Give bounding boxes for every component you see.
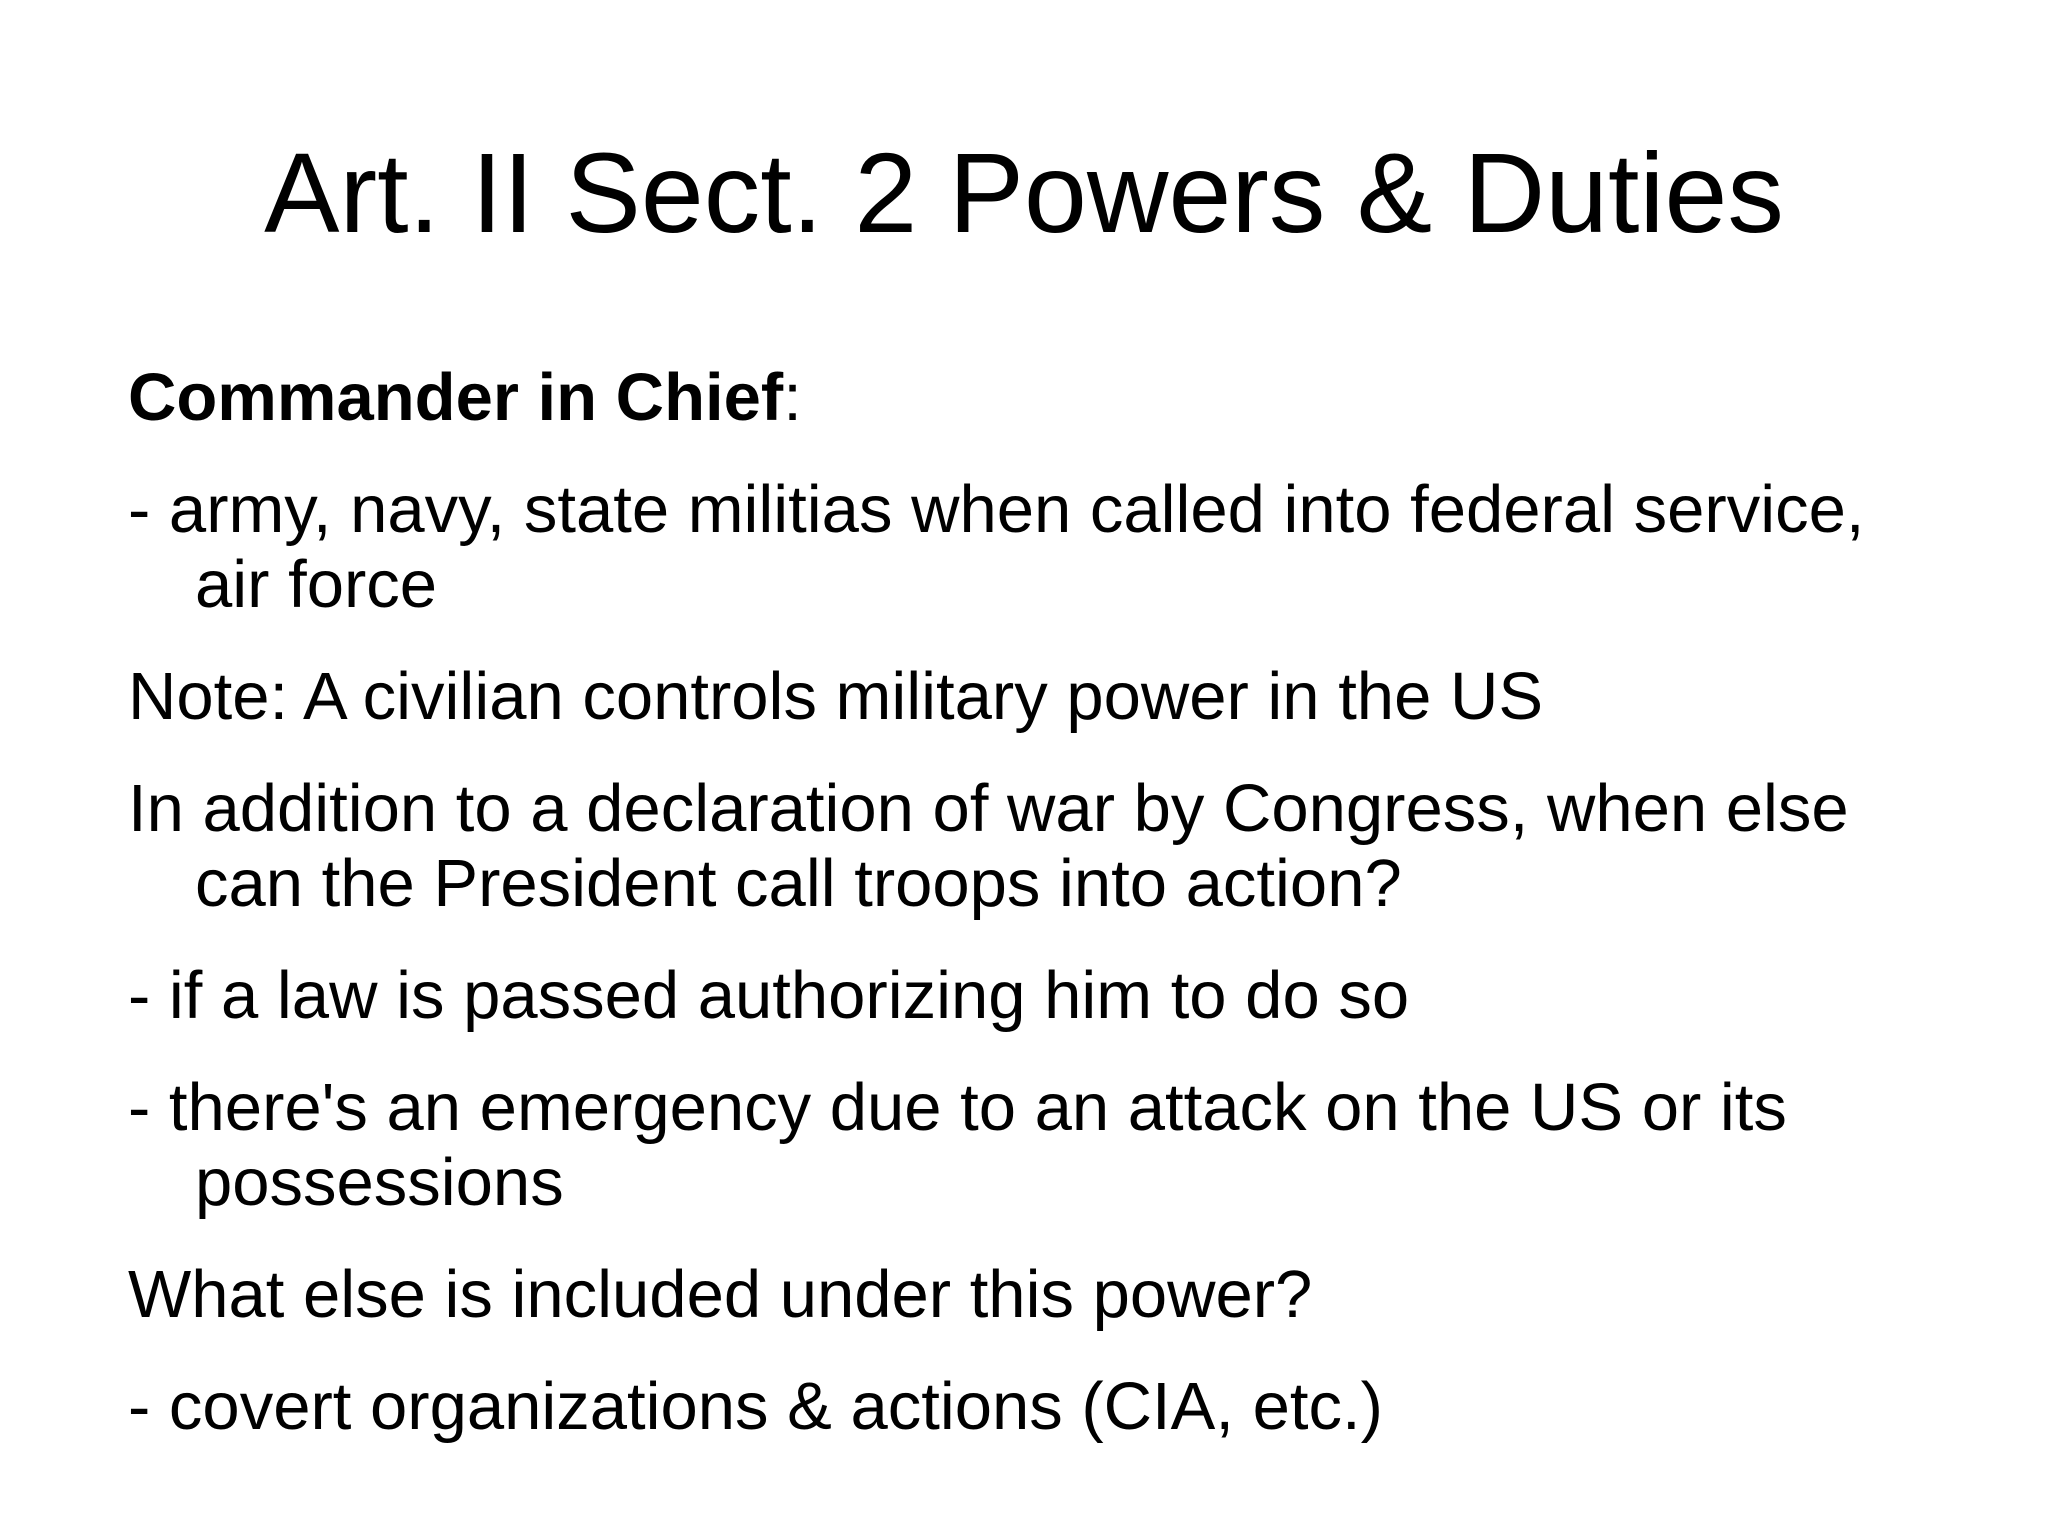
note-civilian-control: Note: A civilian controls military power in the US — [128, 659, 1544, 734]
question-included: What else is included under this power? — [128, 1257, 1313, 1332]
slide-body — [128, 360, 1928, 1481]
bullet-military-branches: - army, navy, state militias when called into federal service, air force — [128, 472, 1865, 622]
commander-heading-colon: : — [783, 360, 802, 435]
slide-title: Art. II Sect. 2 Powers & Duties — [264, 130, 1784, 256]
bullet-emergency: - there's an emergency due to an attack on the US or its possessions — [128, 1070, 1787, 1220]
commander-heading — [128, 360, 1928, 435]
bullet-covert: - covert organizations & actions (CIA, etc.) — [128, 1369, 1383, 1444]
commander-heading-label: Commander in Chief — [128, 360, 784, 435]
question-troops: In addition to a declaration of war by Congress, when else can the President call troops into action? — [128, 771, 1849, 921]
bullet-law-authorization: - if a law is passed authorizing him to do so — [128, 958, 1410, 1033]
